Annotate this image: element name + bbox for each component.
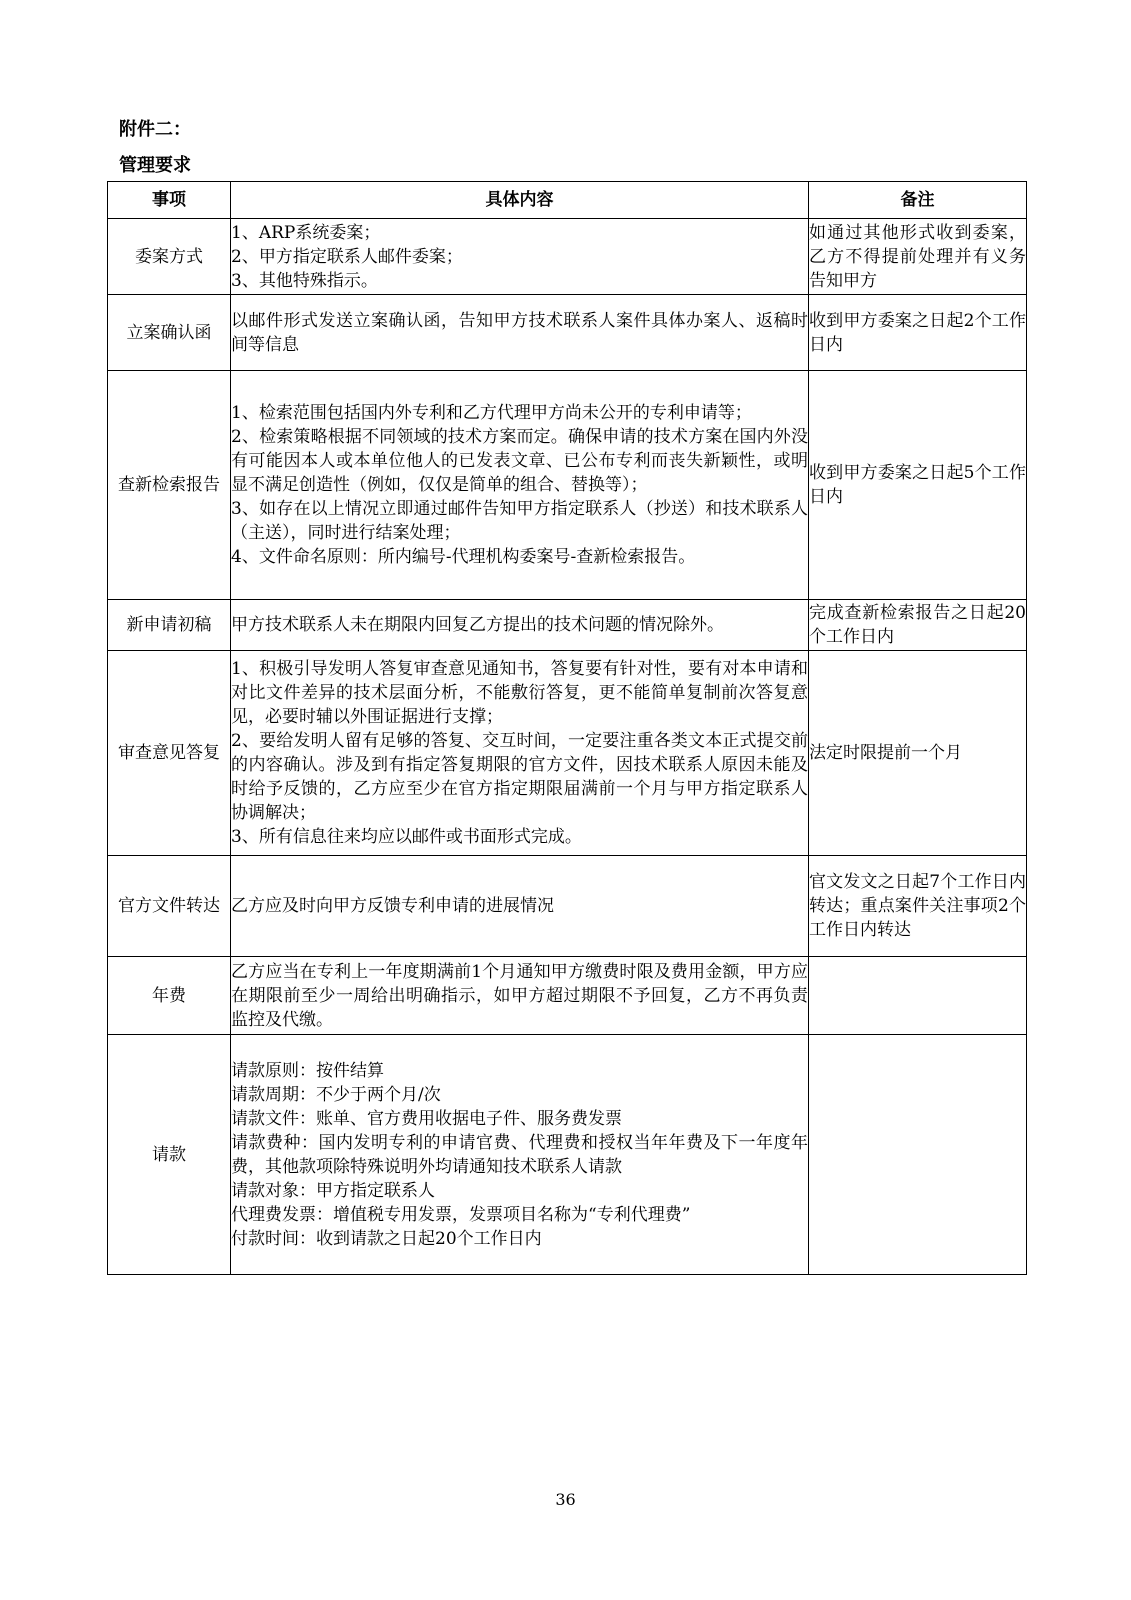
header-item: 事项 [108,182,231,219]
content-line: 请款周期：不少于两个月/次 [231,1084,441,1105]
content-line: 3、其他特殊指示。 [231,270,378,291]
table-row [108,371,1027,600]
row-content [231,856,809,957]
attachment-title: 附件二： [119,119,191,140]
content-line: 以邮件形式发送立案确认函，告知甲方技术联系人案件具体办案人、返稿时间等信息 [231,310,808,355]
row-note: 如通过其他形式收到委案，乙方不得提前处理并有义务告知甲方 [809,219,1027,295]
content-line: 请款文件：账单、官方费用收据电子件、服务费发票 [231,1108,622,1129]
row-note [809,957,1027,1035]
row-note: 完成查新检索报告之日起20个工作日内 [809,600,1027,651]
row-content [231,600,809,651]
row-content [231,295,809,371]
content-line: 请款费种：国内发明专利的申请官费、代理费和授权当年年费及下一年度年费，其他款项除特殊说明外均请通知技术联系人请款 [231,1132,808,1177]
content-line: 2、甲方指定联系人邮件委案； [231,246,463,267]
row-note: 收到甲方委案之日起2个工作日内 [809,295,1027,371]
requirements-table [107,181,1027,1275]
row-item: 官方文件转达 [108,856,231,957]
row-item: 查新检索报告 [108,371,231,600]
row-item: 委案方式 [108,219,231,295]
table-row [108,1035,1027,1275]
table-row [108,219,1027,295]
content-line: 1、检索范围包括国内外专利和乙方代理甲方尚未公开的专利申请等； [231,403,752,423]
header-note: 备注 [809,182,1027,219]
row-item: 请款 [108,1035,231,1275]
row-item: 新申请初稿 [108,600,231,651]
table-header-row [108,182,1027,219]
content-line: 乙方应及时向甲方反馈专利申请的进展情况 [231,896,554,916]
row-note: 收到甲方委案之日起5个工作日内 [809,371,1027,600]
row-item: 立案确认函 [108,295,231,371]
section-title: 管理要求 [119,155,191,176]
row-note [809,1035,1027,1275]
content-line: 乙方应当在专利上一年度期满前1个月通知甲方缴费时限及费用金额，甲方应在期限前至少一周给出明确指示，如甲方超过期限不予回复，乙方不再负责监控及代缴。 [231,961,808,1030]
row-item: 审查意见答复 [108,651,231,856]
row-content [231,371,809,600]
table-row [108,600,1027,651]
content-line: 4、文件命名原则：所内编号-代理机构委案号-查新检索报告。 [231,547,696,567]
table-row [108,651,1027,856]
header-content: 具体内容 [231,182,809,219]
content-line: 2、检索策略根据不同领域的技术方案而定。确保申请的技术方案在国内外没有可能因本人或本单位他人的已发表文章、已公布专利而丧失新颖性，或明显不满足创造性（例如，仅仅是简单的组合、替换等）； [231,427,808,495]
content-line: 代理费发票：增值税专用发票，发票项目名称为“专利代理费” [231,1204,691,1225]
row-content [231,219,809,295]
table-row [108,295,1027,371]
row-item: 年费 [108,957,231,1035]
table-row [108,957,1027,1035]
content-line: 付款时间：收到请款之日起20个工作日内 [231,1228,542,1249]
content-line: 请款对象：甲方指定联系人 [231,1180,435,1201]
content-line: 3、所有信息往来均应以邮件或书面形式完成。 [231,827,582,847]
row-content [231,1035,809,1275]
content-line: 3、如存在以上情况立即通过邮件告知甲方指定联系人（抄送）和技术联系人（主送），同时进行结案处理； [231,499,808,543]
page-number: 36 [555,1490,576,1509]
content-line: 2、要给发明人留有足够的答复、交互时间，一定要注重各类文本正式提交前的内容确认。涉及到有指定答复期限的官方文件，因技术联系人原因未能及时给予反馈的，乙方应至少在官方指定期限届满前一个月与甲方指定联系人协调解决； [231,731,808,823]
row-content [231,651,809,856]
row-note: 官文发文之日起7个工作日内转达；重点案件关注事项2个工作日内转达 [809,856,1027,957]
row-note: 法定时限提前一个月 [809,651,1027,856]
content-line: 1、积极引导发明人答复审查意见通知书，答复要有针对性，要有对本申请和对比文件差异的技术层面分析，不能敷衍答复，更不能简单复制前次答复意见，必要时辅以外围证据进行支撑； [231,659,808,727]
content-line: 甲方技术联系人未在期限内回复乙方提出的技术问题的情况除外。 [231,615,724,635]
content-line: 请款原则：按件结算 [231,1060,384,1081]
table-row [108,856,1027,957]
row-content [231,957,809,1035]
content-line: 1、ARP系统委案； [231,222,381,243]
